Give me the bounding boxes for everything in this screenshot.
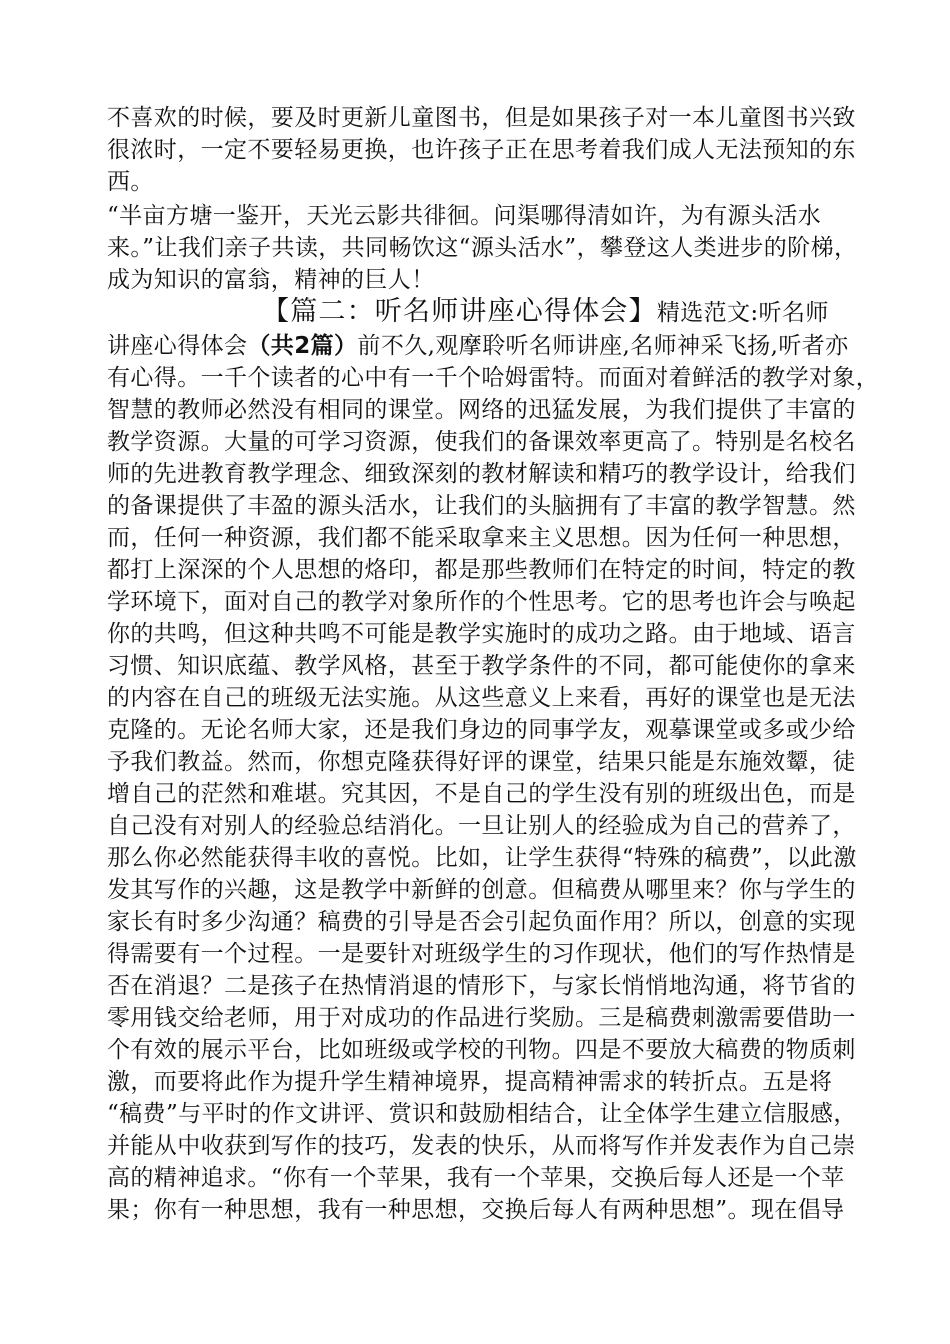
- text-line: 而，任何一种资源，我们都不能采取拿来主义思想。因为任何一种思想，: [107, 525, 856, 551]
- section-heading-title: 【篇二：听名师讲座心得体会】: [262, 296, 657, 327]
- text-line: 习惯、知识底蕴、教学风格，甚至于教学条件的不同，都可能使你的拿来: [107, 653, 856, 679]
- text-line: 学环境下，面对自己的教学对象所作的个性思考。它的思考也许会与唤起: [107, 589, 856, 615]
- text-line: 果；你有一种思想，我有一种思想，交换后每人有两种思想”。现在倡导: [107, 1197, 845, 1223]
- text-line: 发其写作的兴趣，这是教学中新鲜的创意。但稿费从哪里来？你与学生的: [107, 877, 856, 903]
- text-line: [107, 330, 849, 362]
- text-line: 自己没有对别人的经验总结消化。一旦让别人的经验成为自己的营养了，: [107, 813, 856, 839]
- text-line: 得需要有一个过程。一是要针对班级学生的习作现状，他们的写作热情是: [107, 941, 856, 967]
- text-line: 增自己的茫然和难堪。究其因，不是自己的学生没有别的班级出色，而是: [107, 781, 856, 807]
- section-heading-tail: 精选范文:听名师: [656, 300, 829, 326]
- text-fragment: 讲座心得体会: [107, 333, 248, 359]
- text-line: 教学资源。大量的可学习资源，使我们的备课效率更高了。特别是名校名: [107, 429, 856, 455]
- text-line: 激，而要将此作为提升学生精神境界，提高精神需求的转折点。五是将: [107, 1069, 833, 1095]
- text-line: 的备课提供了丰盈的源头活水，让我们的头脑拥有了丰富的教学智慧。然: [107, 493, 856, 519]
- text-line: 来。”让我们亲子共读，共同畅饮这“源头活水”，攀登这人类进步的阶梯，: [107, 235, 858, 261]
- text-line: 很浓时，一定不要轻易更换，也许孩子正在思考着我们成人无法预知的东: [107, 137, 856, 163]
- text-line: 并能从中收获到写作的技巧，发表的快乐，从而将写作并发表作为自己崇: [107, 1133, 856, 1159]
- text-line: 高的精神追求。“你有一个苹果，我有一个苹果，交换后每人还是一个苹: [107, 1165, 845, 1191]
- text-line: 克隆的。无论名师大家，还是我们身边的同事学友，观摹课堂或多或少给: [107, 717, 856, 743]
- text-line: 智慧的教师必然没有相同的课堂。网络的迅猛发展，为我们提供了丰富的: [107, 397, 856, 423]
- text-line: 西。: [107, 169, 154, 195]
- text-line: 个有效的展示平台，比如班级或学校的刊物。四是不要放大稿费的物质刺: [107, 1037, 856, 1063]
- text-line: 零用钱交给老师，用于对成功的作品进行奖励。三是稿费刺激需要借助一: [107, 1005, 856, 1031]
- bold-fragment: （共2篇）: [247, 333, 358, 359]
- text-line: 否在消退？二是孩子在热情消退的情形下，与家长悄悄地沟通，将节省的: [107, 973, 856, 999]
- text-line: 师的先进教育教学理念、细致深刻的教材解读和精巧的教学设计，给我们: [107, 461, 856, 487]
- text-line: 有心得。一千个读者的心中有一千个哈姆雷特。而面对着鲜活的教学对象，: [107, 365, 880, 391]
- text-line: “半亩方塘一鉴开，天光云影共徘徊。问渠哪得清如许，为有源头活水: [107, 203, 822, 229]
- text-line: 不喜欢的时候，要及时更新儿童图书，但是如果孩子对一本儿童图书兴致: [107, 105, 856, 131]
- section-heading: [262, 296, 829, 329]
- text-line: 那么你必然能获得丰收的喜悦。比如，让学生获得“特殊的稿费”，以此激: [107, 845, 857, 871]
- text-fragment: 前不久,观摩聆听名师讲座,名师神采飞扬,听者亦: [357, 333, 849, 359]
- text-line: “稿费”与平时的作文讲评、赏识和鼓励相结合，让全体学生建立信服感，: [107, 1101, 857, 1127]
- text-line: 家长有时多少沟通？稿费的引导是否会引起负面作用？所以，创意的实现: [107, 909, 856, 935]
- text-line: 你的共鸣，但这种共鸣不可能是教学实施时的成功之路。由于地域、语言: [107, 621, 856, 647]
- text-line: 成为知识的富翁，精神的巨人！: [107, 267, 435, 293]
- text-line: 都打上深深的个人思想的烙印，都是那些教师们在特定的时间，特定的教: [107, 557, 856, 583]
- text-line: 的内容在自己的班级无法实施。从这些意义上来看，再好的课堂也是无法: [107, 685, 856, 711]
- text-line: 予我们教益。然而，你想克隆获得好评的课堂，结果只能是东施效颦，徒: [107, 749, 856, 775]
